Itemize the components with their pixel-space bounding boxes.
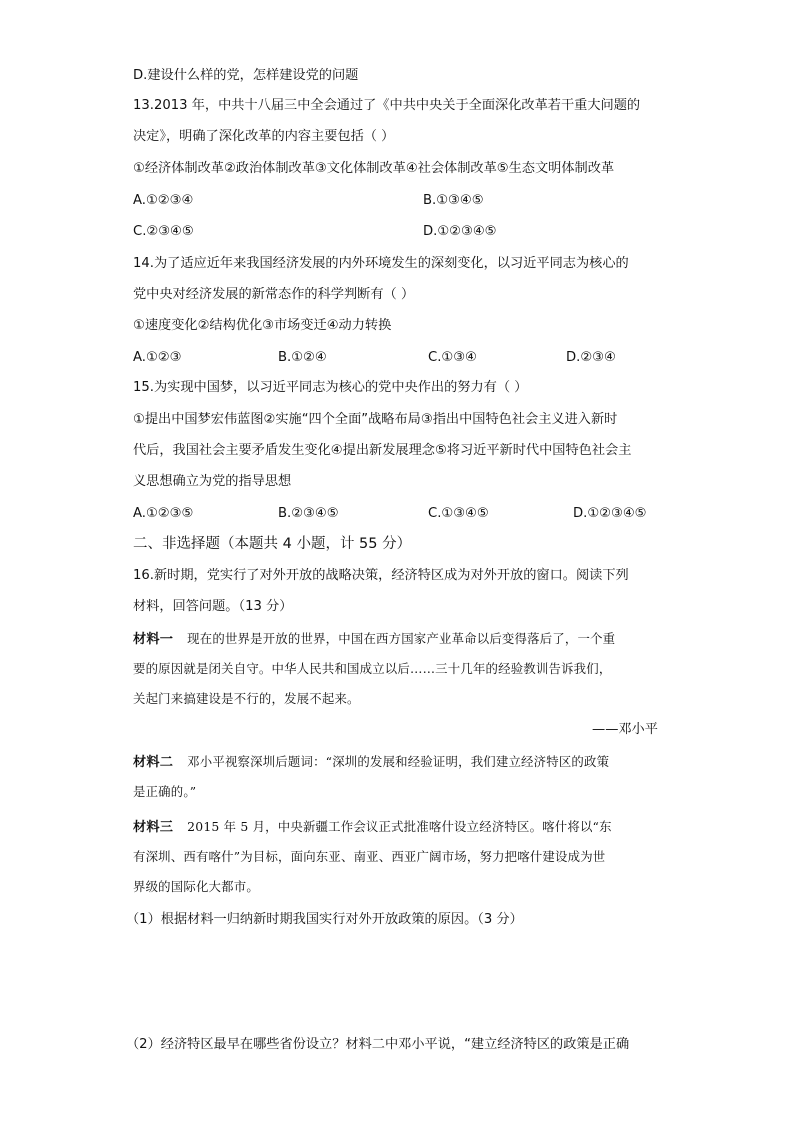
q14-option-c: C.①③④ xyxy=(428,350,477,365)
material-3-line-3: 界级的国际化大都市。 xyxy=(133,879,259,894)
question-14-stem-2: 党中央对经济发展的新常态作的科学判断有（ ） xyxy=(133,287,415,302)
question-13-items: ①经济体制改革②政治体制改革③文化体制改革④社会体制改革⑤生态文明体制改革 xyxy=(133,161,615,176)
q14-option-a: A.①②③ xyxy=(133,350,182,365)
sub-question-1: （1）根据材料一归纳新时期我国实行对外开放政策的原因。（3 分） xyxy=(126,912,523,927)
question-14-items: ①速度变化②结构优化③市场变迁④动力转换 xyxy=(133,318,392,333)
question-15-stem: 15.为实现中国梦，以习近平同志为核心的党中央作出的努力有（ ） xyxy=(133,380,528,395)
q13-option-b: B.①③④⑤ xyxy=(423,193,484,208)
question-13-stem-2: 决定》，明确了深化改革的内容主要包括（ ） xyxy=(133,129,395,144)
material-2-line-1: 材料二 邓小平视察深圳后题词：“深圳的发展和经验证明，我们建立经济特区的政策 xyxy=(133,754,610,770)
section-heading: 二、非选择题（本题共 4 小题，计 55 分） xyxy=(133,536,412,552)
material-1-source: ——邓小平 xyxy=(592,722,658,737)
q15-option-b: B.②③④⑤ xyxy=(278,506,339,521)
question-14-stem-1: 14.为了适应近年来我国经济发展的内外环境发生的深刻变化，以习近平同志为核心的 xyxy=(133,256,629,271)
material-3-label: 材料三 xyxy=(133,820,174,835)
q14-option-b: B.①②④ xyxy=(278,350,327,365)
question-15-items-1: ①提出中国梦宏伟蓝图②实施“四个全面”战略布局③指出中国特色社会主义进入新时 xyxy=(133,412,618,427)
question-15-items-2: 代后，我国社会主要矛盾发生变化④提出新发展理念⑤将习近平新时代中国特色社会主 xyxy=(133,443,632,458)
q13-option-a: A.①②③④ xyxy=(133,193,194,208)
q14-option-d: D.②③④ xyxy=(566,350,616,365)
question-16-stem-1: 16.新时期，党实行了对外开放的战略决策，经济特区成为对外开放的窗口。阅读下列 xyxy=(133,568,629,583)
q15-option-c: C.①③④⑤ xyxy=(428,506,489,521)
question-15-items-3: 义思想确立为党的指导思想 xyxy=(133,474,292,489)
q15-option-a: A.①②③⑤ xyxy=(133,506,194,521)
q13-option-d: D.①②③④⑤ xyxy=(423,224,497,239)
material-1-line-1: 材料一 现在的世界是开放的世界，中国在西方国家产业革命以后变得落后了，一个重 xyxy=(133,631,616,647)
material-1-line-3: 关起门来搞建设是不行的，发展不起来。 xyxy=(133,691,360,706)
q15-option-d: D.①②③④⑤ xyxy=(573,506,647,521)
material-3-line-2: 有深圳、西有喀什”为目标，面向东亚、南亚、西亚广阔市场，努力把喀什建设成为世 xyxy=(133,849,606,864)
material-2-line-2: 是正确的。” xyxy=(133,784,197,799)
material-1-line-2: 要的原因就是闭关自守。中华人民共和国成立以后……三十几年的经验教训告诉我们， xyxy=(133,661,612,676)
question-16-stem-2: 材料，回答问题。（13 分） xyxy=(133,599,293,614)
material-2-label: 材料二 xyxy=(133,755,174,770)
sub-question-2: （2）经济特区最早在哪些省份设立？材料二中邓小平说，“建立经济特区的政策是正确 xyxy=(126,1037,630,1052)
option-d-line: D.建设什么样的党，怎样建设党的问题 xyxy=(133,68,359,83)
question-13-stem-1: 13.2013 年，中共十八届三中全会通过了《中共中央关于全面深化改革若干重大问题的 xyxy=(133,98,641,113)
material-3-line-1: 材料三 2015 年 5 月，中央新疆工作会议正式批准喀什设立经济特区。喀什将以“东 xyxy=(133,819,612,835)
q13-option-c: C.②③④⑤ xyxy=(133,224,194,239)
material-1-label: 材料一 xyxy=(133,632,174,647)
